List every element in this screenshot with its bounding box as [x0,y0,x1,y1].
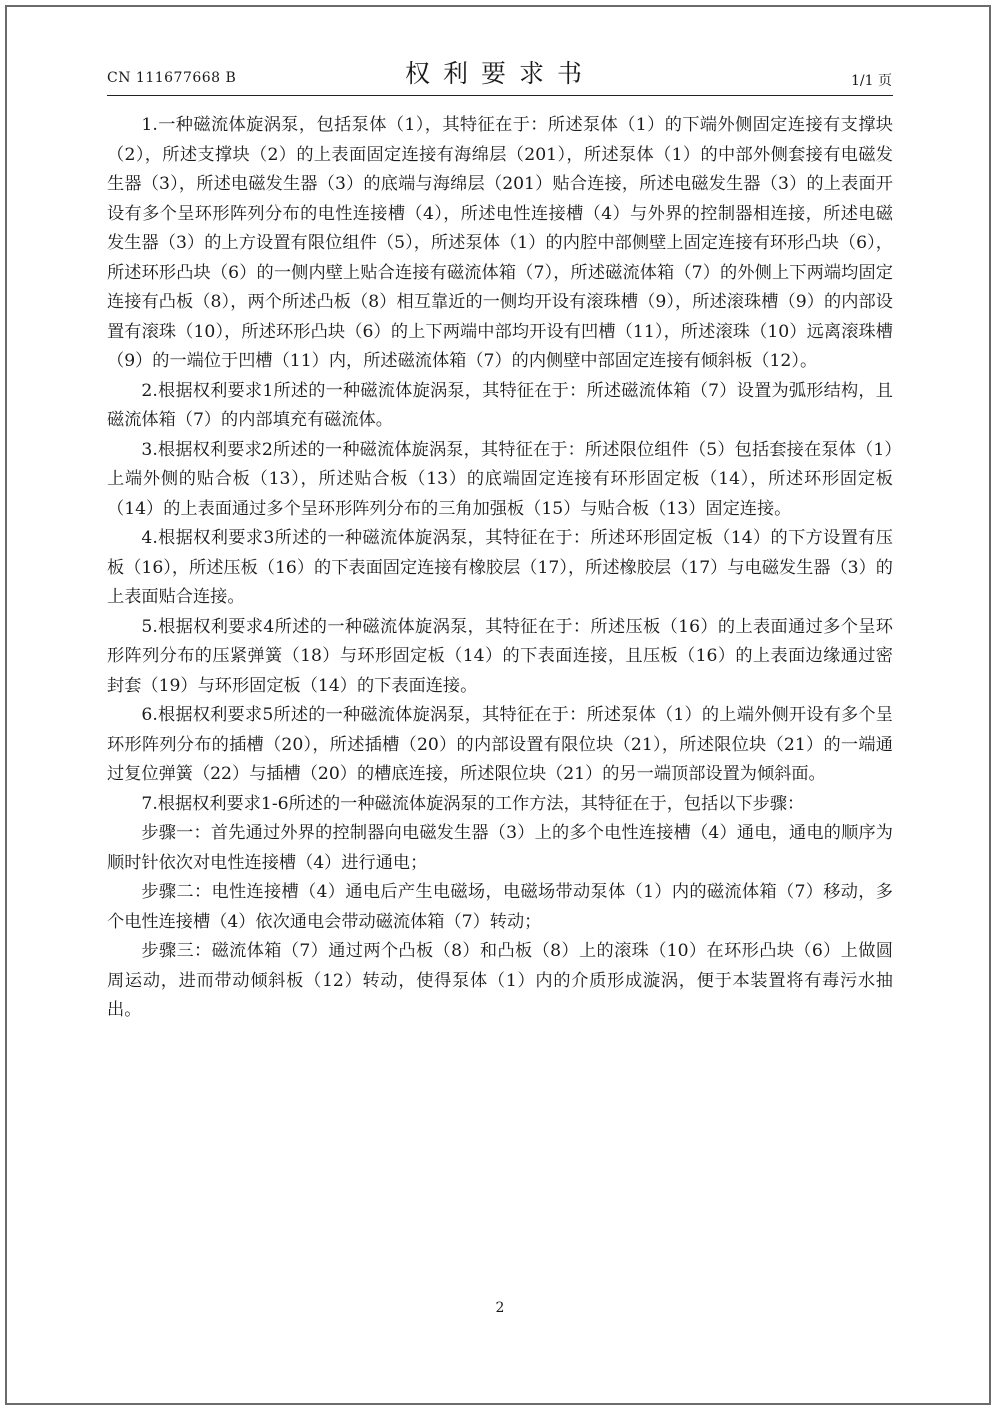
claims-body [107,111,893,1026]
claim-7-step-2: 步骤二：电性连接槽（4）通电后产生电磁场，电磁场带动泵体（1）内的磁流体箱（7）移动，多个电性连接槽（4）依次通电会带动磁流体箱（7）转动； [107,882,893,932]
claim-4: 4.根据权利要求3所述的一种磁流体旋涡泵，其特征在于：所述环形固定板（14）的下方设置有压板（16），所述压板（16）的下表面固定连接有橡胶层（17），所述橡胶层（17）与电磁发生器（3）的上表面贴合连接。 [107,528,893,607]
claim-6: 6.根据权利要求5所述的一种磁流体旋涡泵，其特征在于：所述泵体（1）的上端外侧开设有多个呈环形阵列分布的插槽（20），所述插槽（20）的内部设置有限位块（21），所述限位块（21）的一端通过复位弹簧（22）与插槽（20）的槽底连接，所述限位块（21）的另一端顶部设置为倾斜面。 [107,705,893,784]
patent-number: CN 111677668 B [107,70,237,86]
page-number: 2 [495,1300,505,1316]
header-rule [107,95,893,96]
claim-7: 7.根据权利要求1-6所述的一种磁流体旋涡泵的工作方法，其特征在于，包括以下步骤： [141,793,805,814]
claim-7-step-1: 步骤一：首先通过外界的控制器向电磁发生器（3）上的多个电性连接槽（4）通电，通电的顺序为顺时针依次对电性连接槽（4）进行通电； [107,823,893,873]
document-title: 权利要求书 [404,59,595,88]
claim-1: 1.一种磁流体旋涡泵，包括泵体（1），其特征在于：所述泵体（1）的下端外侧固定连接有支撑块（2），所述支撑块（2）的上表面固定连接有海绵层（201），所述泵体（1）的中部外侧套接有电磁发生器（3），所述电磁发生器（3）的底端与海绵层（201）贴合连接，所述电磁发生器（3）的上表面开设有多个呈环形阵列分布的电性连接槽（4），所述电性连接槽（4）与外界的控制器相连接，所述电磁发生器（3）的上方设置有限位组件（5），所述泵体（1）的内腔中部侧壁上固定连接有环形凸块（6），所述环形凸块（6）的一侧内壁上贴合连接有磁流体箱（7），所述磁流体箱（7）的外侧上下两端均固定连接有凸板（8），两个所述凸板（8）相互靠近的一侧均开设有滚珠槽（9），所述滚珠槽（9）的内部设置有滚珠（10），所述环形凸块（6）的上下两端中部均开设有凹槽（11），所述滚珠（10）远离滚珠槽（9）的一端位于凹槽（11）内，所述磁流体箱（7）的内侧壁中部固定连接有倾斜板（12）。 [107,115,893,371]
claim-7-step-3: 步骤三：磁流体箱（7）通过两个凸板（8）和凸板（8）上的滚珠（10）在环形凸块（6）上做圆周运动，进而带动倾斜板（12）转动，使得泵体（1）内的介质形成漩涡，便于本装置将有毒污水抽出。 [107,941,893,1020]
claim-3: 3.根据权利要求2所述的一种磁流体旋涡泵，其特征在于：所述限位组件（5）包括套接在泵体（1）上端外侧的贴合板（13），所述贴合板（13）的底端固定连接有环形固定板（14），所述环形固定板（14）的上表面通过多个呈环形阵列分布的三角加强板（15）与贴合板（13）固定连接。 [107,439,893,519]
claim-5: 5.根据权利要求4所述的一种磁流体旋涡泵，其特征在于：所述压板（16）的上表面通过多个呈环形阵列分布的压紧弹簧（18）与环形固定板（14）的下表面连接，且压板（16）的上表面边缘通过密封套（19）与环形固定板（14）的下表面连接。 [107,616,893,696]
page-indicator: 1/1 页 [851,73,892,89]
claim-2: 2.根据权利要求1所述的一种磁流体旋涡泵，其特征在于：所述磁流体箱（7）设置为弧形结构，且磁流体箱（7）的内部填充有磁流体。 [107,380,893,430]
